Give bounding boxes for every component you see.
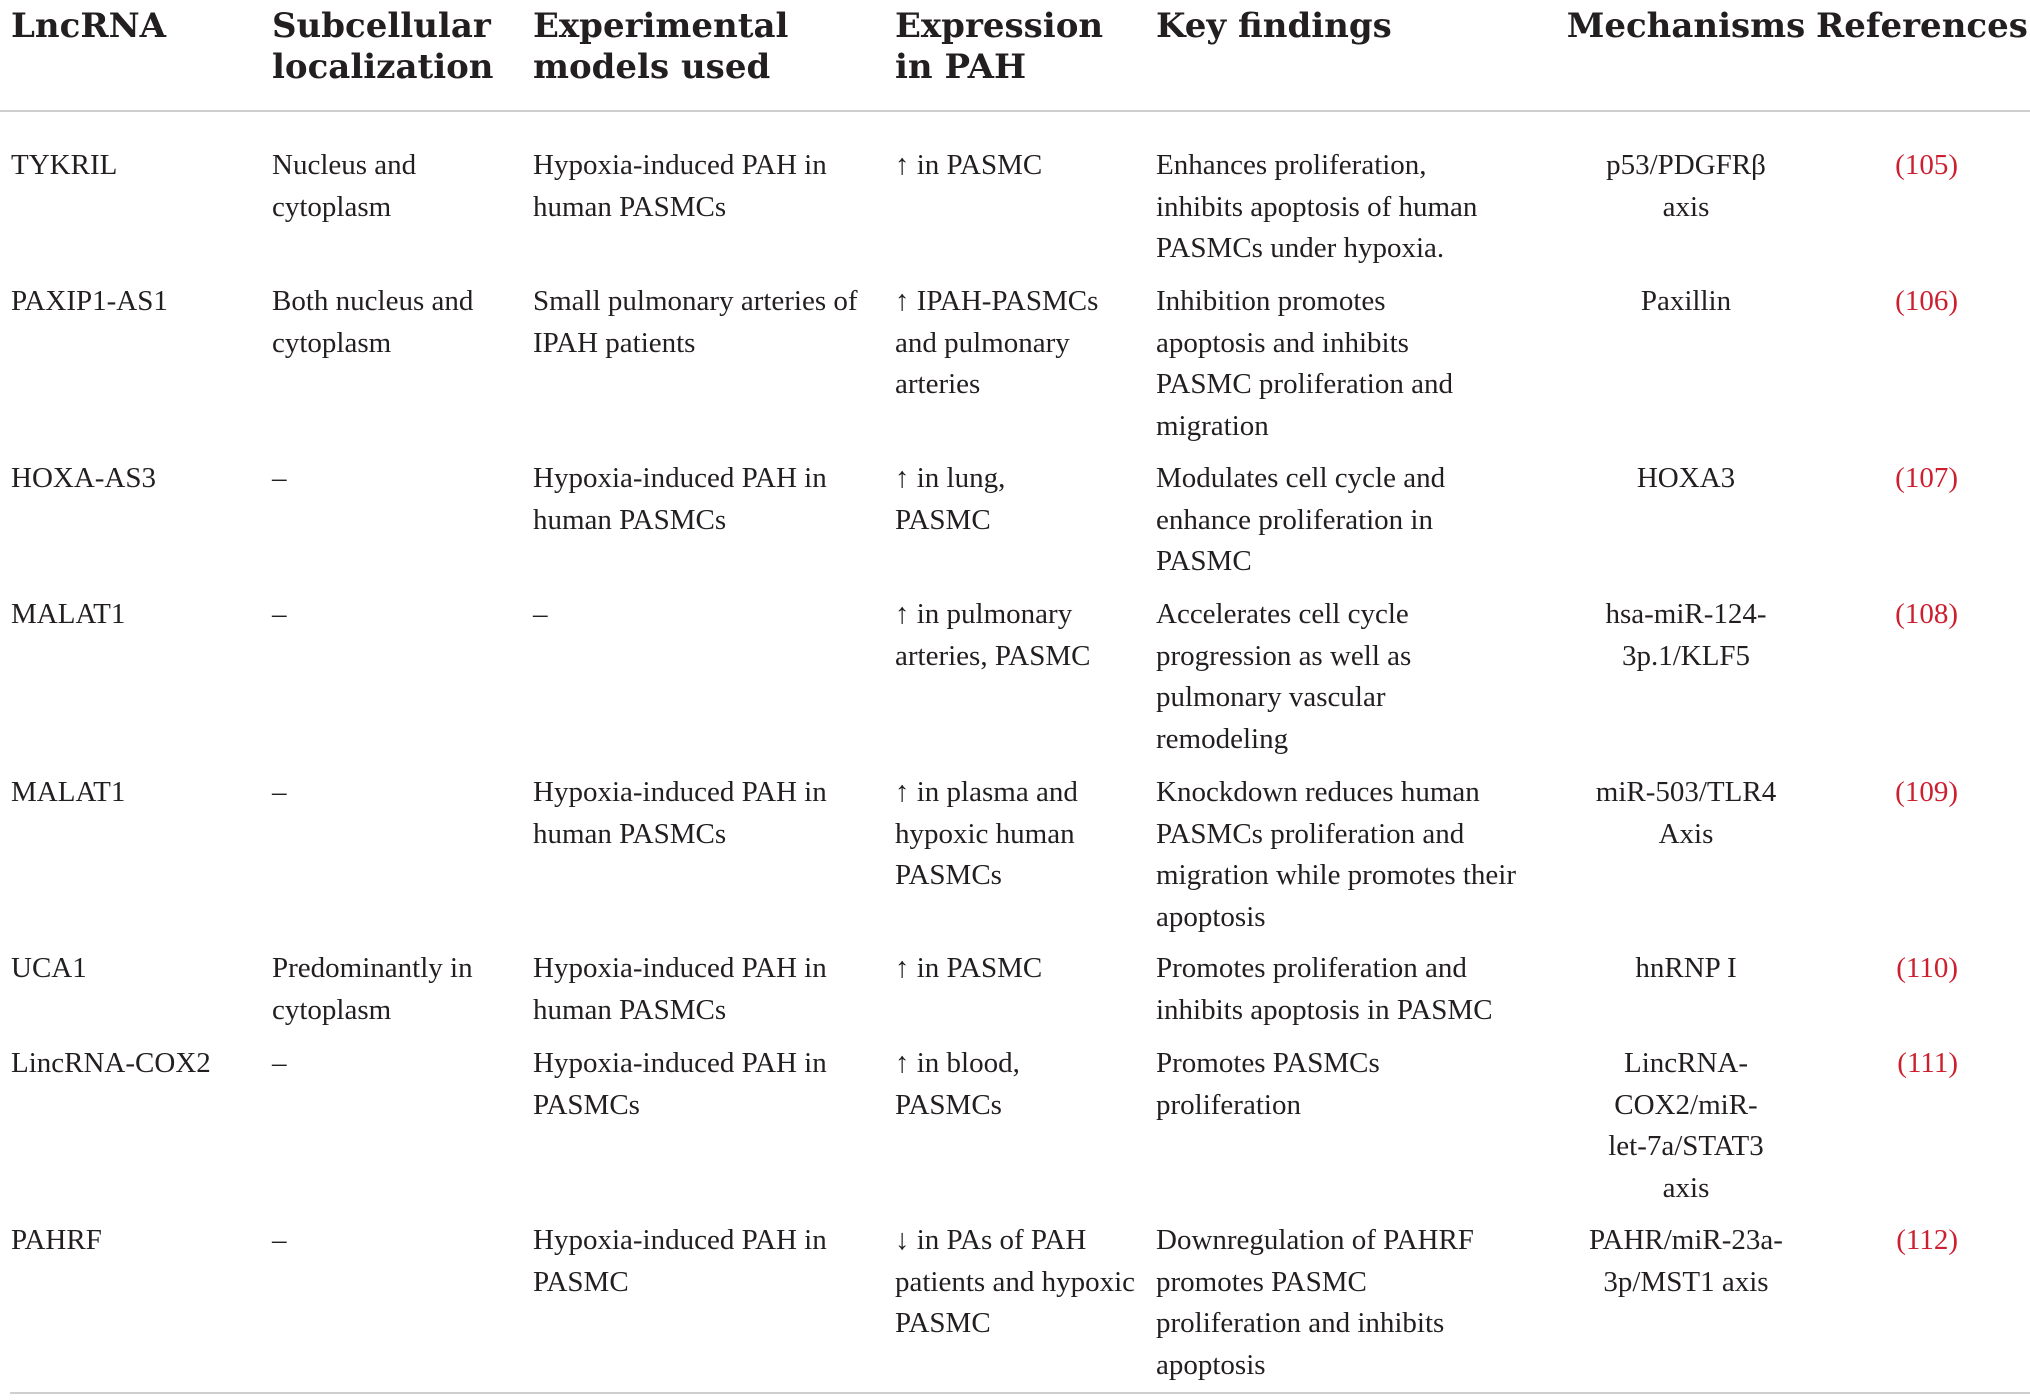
cell-localization: – — [272, 598, 287, 630]
header-models: Experimental models used — [522, 0, 884, 111]
cell-reference[interactable]: (107) — [1895, 462, 1958, 494]
cell-lncrna: PAHRF — [11, 1224, 102, 1256]
cell-mechanisms: miR-503/TLR4 Axis — [1595, 776, 1777, 850]
cell-expression: ↑ in PASMC — [895, 149, 1043, 181]
table-row — [0, 458, 2030, 594]
cell-localization: Nucleus and cytoplasm — [272, 149, 417, 223]
cell-findings: Enhances proliferation, inhibits apoptosis of human PASMCs under hypoxia. — [1156, 149, 1478, 264]
cell-models: Hypoxia-induced PAH in PASMC — [533, 1224, 827, 1298]
cell-mechanisms: Paxillin — [1640, 285, 1732, 317]
reference-link[interactable]: 106 — [1904, 285, 1949, 317]
cell-findings: Knockdown reduces human PASMCs proliferation and migration while promotes their apoptosis — [1156, 776, 1517, 933]
table-header — [0, 0, 2030, 111]
cell-reference[interactable]: (111) — [1897, 1047, 1958, 1079]
cell-findings: Accelerates cell cycle progression as well as pulmonary vascular remodeling — [1156, 598, 1412, 755]
cell-lncrna: UCA1 — [11, 952, 87, 984]
cell-models: Hypoxia-induced PAH in human PASMCs — [533, 952, 827, 1026]
cell-lncrna: PAXIP1-AS1 — [11, 285, 168, 317]
reference-link[interactable]: 109 — [1904, 776, 1949, 808]
table-row — [0, 111, 2030, 281]
cell-expression: ↓ in PAs of PAH patients and hypoxic PASMC — [895, 1224, 1136, 1339]
cell-findings: Promotes PASMCs proliferation — [1156, 1047, 1380, 1121]
cell-findings: Modulates cell cycle and enhance proliferation in PASMC — [1156, 462, 1446, 577]
cell-reference[interactable]: (106) — [1895, 285, 1958, 317]
cell-localization: – — [272, 462, 287, 494]
table-row — [0, 1220, 2030, 1390]
cell-expression: ↑ in plasma and hypoxic human PASMCs — [895, 776, 1078, 891]
cell-localization: Both nucleus and cytoplasm — [272, 285, 474, 359]
header-references: References — [1816, 0, 2030, 111]
cell-lncrna: MALAT1 — [11, 776, 126, 808]
cell-localization: – — [272, 776, 287, 808]
table-row — [0, 948, 2030, 1043]
cell-expression: ↑ in lung, PASMC — [895, 462, 1006, 536]
cell-expression: ↑ in pulmonary arteries, PASMC — [895, 598, 1091, 672]
cell-expression: ↑ in PASMC — [895, 952, 1043, 984]
cell-mechanisms: hsa-miR-124-3p.1/KLF5 — [1605, 598, 1767, 672]
cell-mechanisms: LincRNA-COX2/miR-let-7a/STAT3 axis — [1608, 1047, 1764, 1204]
cell-lncrna: LincRNA-COX2 — [11, 1047, 211, 1079]
table-row — [0, 1043, 2030, 1220]
cell-mechanisms: p53/PDGFRβ axis — [1606, 149, 1766, 223]
header-expression: Expression in PAH — [884, 0, 1145, 111]
cell-mechanisms: hnRNP I — [1635, 952, 1737, 984]
reference-link[interactable]: 110 — [1905, 952, 1949, 984]
cell-models: Small pulmonary arteries of IPAH patients — [533, 285, 858, 359]
table-row — [0, 772, 2030, 948]
table-bottom-rule — [10, 1392, 2030, 1394]
cell-reference[interactable]: (108) — [1895, 598, 1958, 630]
header-lncrna: LncRNA — [0, 0, 261, 111]
reference-link[interactable]: 111 — [1906, 1047, 1949, 1079]
cell-mechanisms: HOXA3 — [1636, 462, 1736, 494]
cell-localization: Predominantly in cytoplasm — [272, 952, 473, 1026]
reference-link[interactable]: 108 — [1904, 598, 1949, 630]
header-localization: Subcellular localization — [261, 0, 522, 111]
cell-lncrna: TYKRIL — [11, 149, 118, 181]
cell-reference[interactable]: (110) — [1896, 952, 1958, 984]
cell-reference[interactable]: (109) — [1895, 776, 1958, 808]
header-findings: Key findings — [1145, 0, 1556, 111]
cell-reference[interactable]: (105) — [1895, 149, 1958, 181]
cell-localization: – — [272, 1224, 287, 1256]
reference-link[interactable]: 107 — [1904, 462, 1949, 494]
table-row — [0, 281, 2030, 458]
cell-findings: Inhibition promotes apoptosis and inhibits PASMC proliferation and migration — [1156, 285, 1453, 442]
cell-models: Hypoxia-induced PAH in human PASMCs — [533, 776, 827, 850]
cell-expression: ↑ in blood, PASMCs — [895, 1047, 1020, 1121]
table-row — [0, 594, 2030, 772]
cell-reference[interactable]: (112) — [1896, 1224, 1958, 1256]
cell-models: – — [533, 598, 548, 630]
header-mechanisms: Mechanisms — [1556, 0, 1816, 111]
reference-link[interactable]: 112 — [1905, 1224, 1949, 1256]
cell-lncrna: HOXA-AS3 — [11, 462, 156, 494]
cell-models: Hypoxia-induced PAH in PASMCs — [533, 1047, 827, 1121]
cell-expression: ↑ IPAH-PASMCs and pulmonary arteries — [895, 285, 1099, 400]
cell-findings: Downregulation of PAHRF promotes PASMC proliferation and inhibits apoptosis — [1156, 1224, 1474, 1381]
table-body — [0, 111, 2030, 1390]
cell-models: Hypoxia-induced PAH in human PASMCs — [533, 462, 827, 536]
reference-link[interactable]: 105 — [1904, 149, 1949, 181]
cell-localization: – — [272, 1047, 287, 1079]
cell-lncrna: MALAT1 — [11, 598, 126, 630]
cell-mechanisms: PAHR/miR-23a-3p/MST1 axis — [1589, 1224, 1783, 1298]
cell-findings: Promotes proliferation and inhibits apoptosis in PASMC — [1156, 952, 1493, 1026]
cell-models: Hypoxia-induced PAH in human PASMCs — [533, 149, 827, 223]
header-row — [0, 0, 2030, 111]
